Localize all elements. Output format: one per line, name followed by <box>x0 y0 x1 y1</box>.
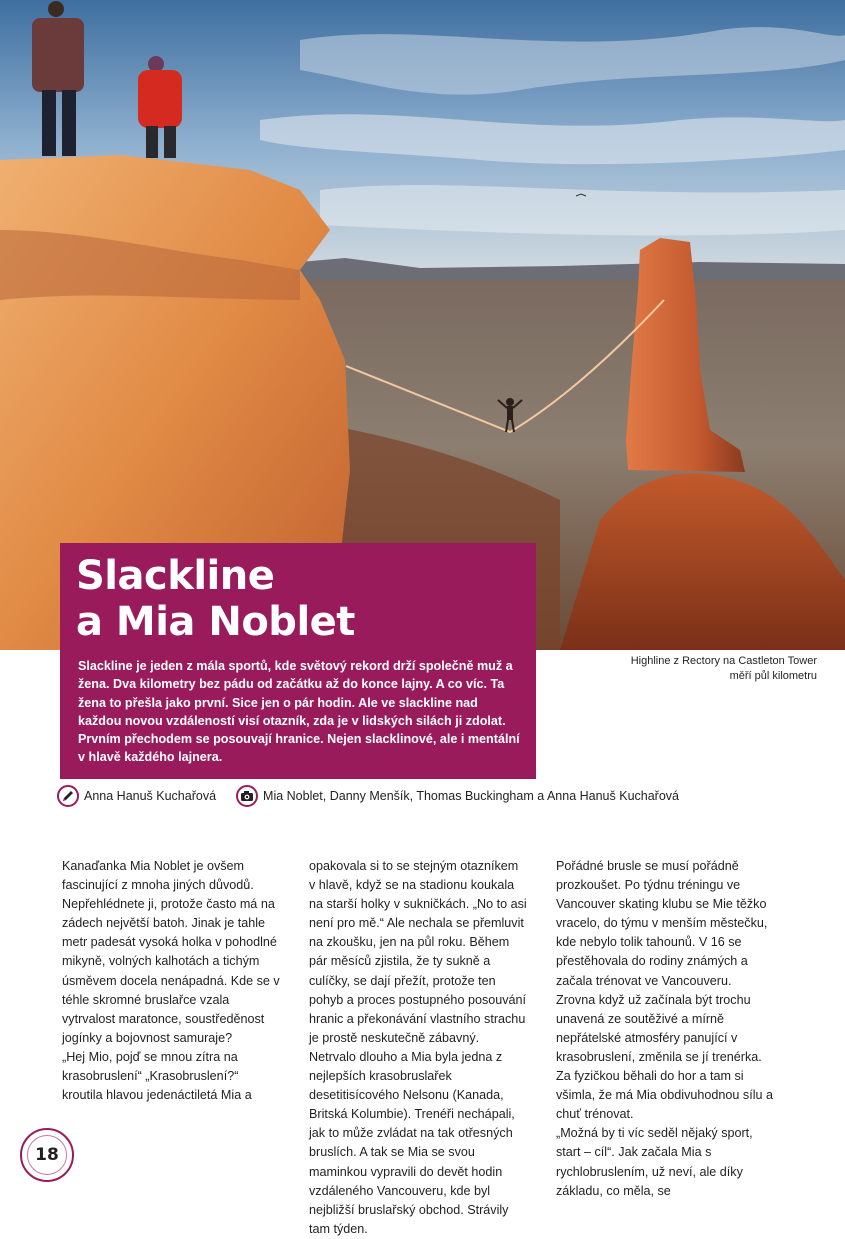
page-number: 18 <box>35 1145 59 1165</box>
photo-caption <box>631 654 817 684</box>
body-paragraph-1: Kanaďanka Mia Noblet je ovšem fascinující z mnoha jiných důvodů. Nepřehlédnete ji, protože často má na zádech největší batoh. Jinak je tahle metr padesát vysoká holka v pohodlné mikyně, volných kalhotách a tichým úsměvem docela nenápadná. Kde se v téhle skromné bruslařce vzala vytrvalost maratonce, soustředěnost jogínky a bojovnost samuraje? <box>62 859 280 1045</box>
title-box <box>60 543 536 779</box>
body-column-2 <box>309 857 527 1239</box>
title-line-1: Slackline <box>76 553 275 599</box>
camera-icon <box>236 785 258 807</box>
body-column-1 <box>62 857 280 1105</box>
title-line-2: a Mia Noblet <box>76 599 355 645</box>
body-paragraph-2-continued: opakovala si to se stejným otazníkem v hlavě, když se na stadionu koukala na starší holky v sukničkách. „No to asi není pro mě.“ Ale nechala se přemluvit na zkoušku, jen na půl roku. Během pár měsíců zjistila, že ty sukně a culíčky, se dají přežít, protože ten pohyb a proces postupného posouvání hranic a překonávání vlastního strachu je prostě neskutečně zábavný. Netrvalo dlouho a Mia byla jedna z nejlepších krasobruslařek desetitisícového Nelsonu (Kanada, Britská Kolumbie). Trenéři nechápali, jak to může zvládat na tak otřesných bruslích. A tak se Mia se svou maminkou vypravili do devět hodin vzdáleného Vancouveru, kde byl nejbližší bruslařský obchod. Strávily tam týden. <box>309 859 527 1236</box>
credits-bar <box>57 783 679 809</box>
page-number-badge <box>20 1128 74 1182</box>
photographers-names: Mia Noblet, Danny Menšík, Thomas Buckingham a Anna Hanuš Kuchařová <box>263 789 679 803</box>
caption-line-1: Highline z Rectory na Castleton Tower <box>630 655 817 667</box>
article-title <box>76 553 355 645</box>
body-column-3 <box>556 857 774 1201</box>
body-paragraph-2: „Hej Mio, pojď se mnou zítra na krasobruslení“ „Krasobruslení?“ kroutila hlavou jedenáctiletá Mia a <box>62 1049 252 1103</box>
caption-line-2: měří půl kilometru <box>729 670 817 682</box>
body-paragraph-4: „Možná by ti víc seděl nějaký sport, start – cíl“. Jak začala Mia s rychlobruslením, už neví, ale díky základu, co měla, se <box>556 1126 753 1198</box>
body-paragraph-3: Pořádné brusle se musí pořádně prozkoušet. Po týdnu tréningu ve Vancouver skating klubu se Mie těžko vracelo, do týmu v menším městečku, kde nebylo tolik tahounů. V 16 se přestěhovala do rodiny známých a začala trénovat ve Vancouveru. Zrovna když už začínala být trochu unavená ze soutěživé a mírně nepřátelské atmosféry panující v krasobruslení, změnila se jí trenérka. Za fyzičkou běhali do hor a tam si všimla, že má Mia obdivuhodnou sílu a chuť trénovat. <box>556 859 774 1122</box>
article-lead: Slackline je jeden z mála sportů, kde světový rekord drží společně muž a žena. Dva kilometry bez pádu od začátku až do konce lajny. A co víc. Ta žena to přešla jako první. Sice jen o pár hodin. Ale ve slackline nad každou novou vzdáleností visí otazník, zda je v lidských silách ji zdolat. Prvním přechodem se posouvají hranice. Nejen slacklinové, ale i mentální v hlavě každého lajnera. <box>78 659 520 765</box>
pen-icon <box>57 785 79 807</box>
author-name: Anna Hanuš Kuchařová <box>84 789 217 803</box>
